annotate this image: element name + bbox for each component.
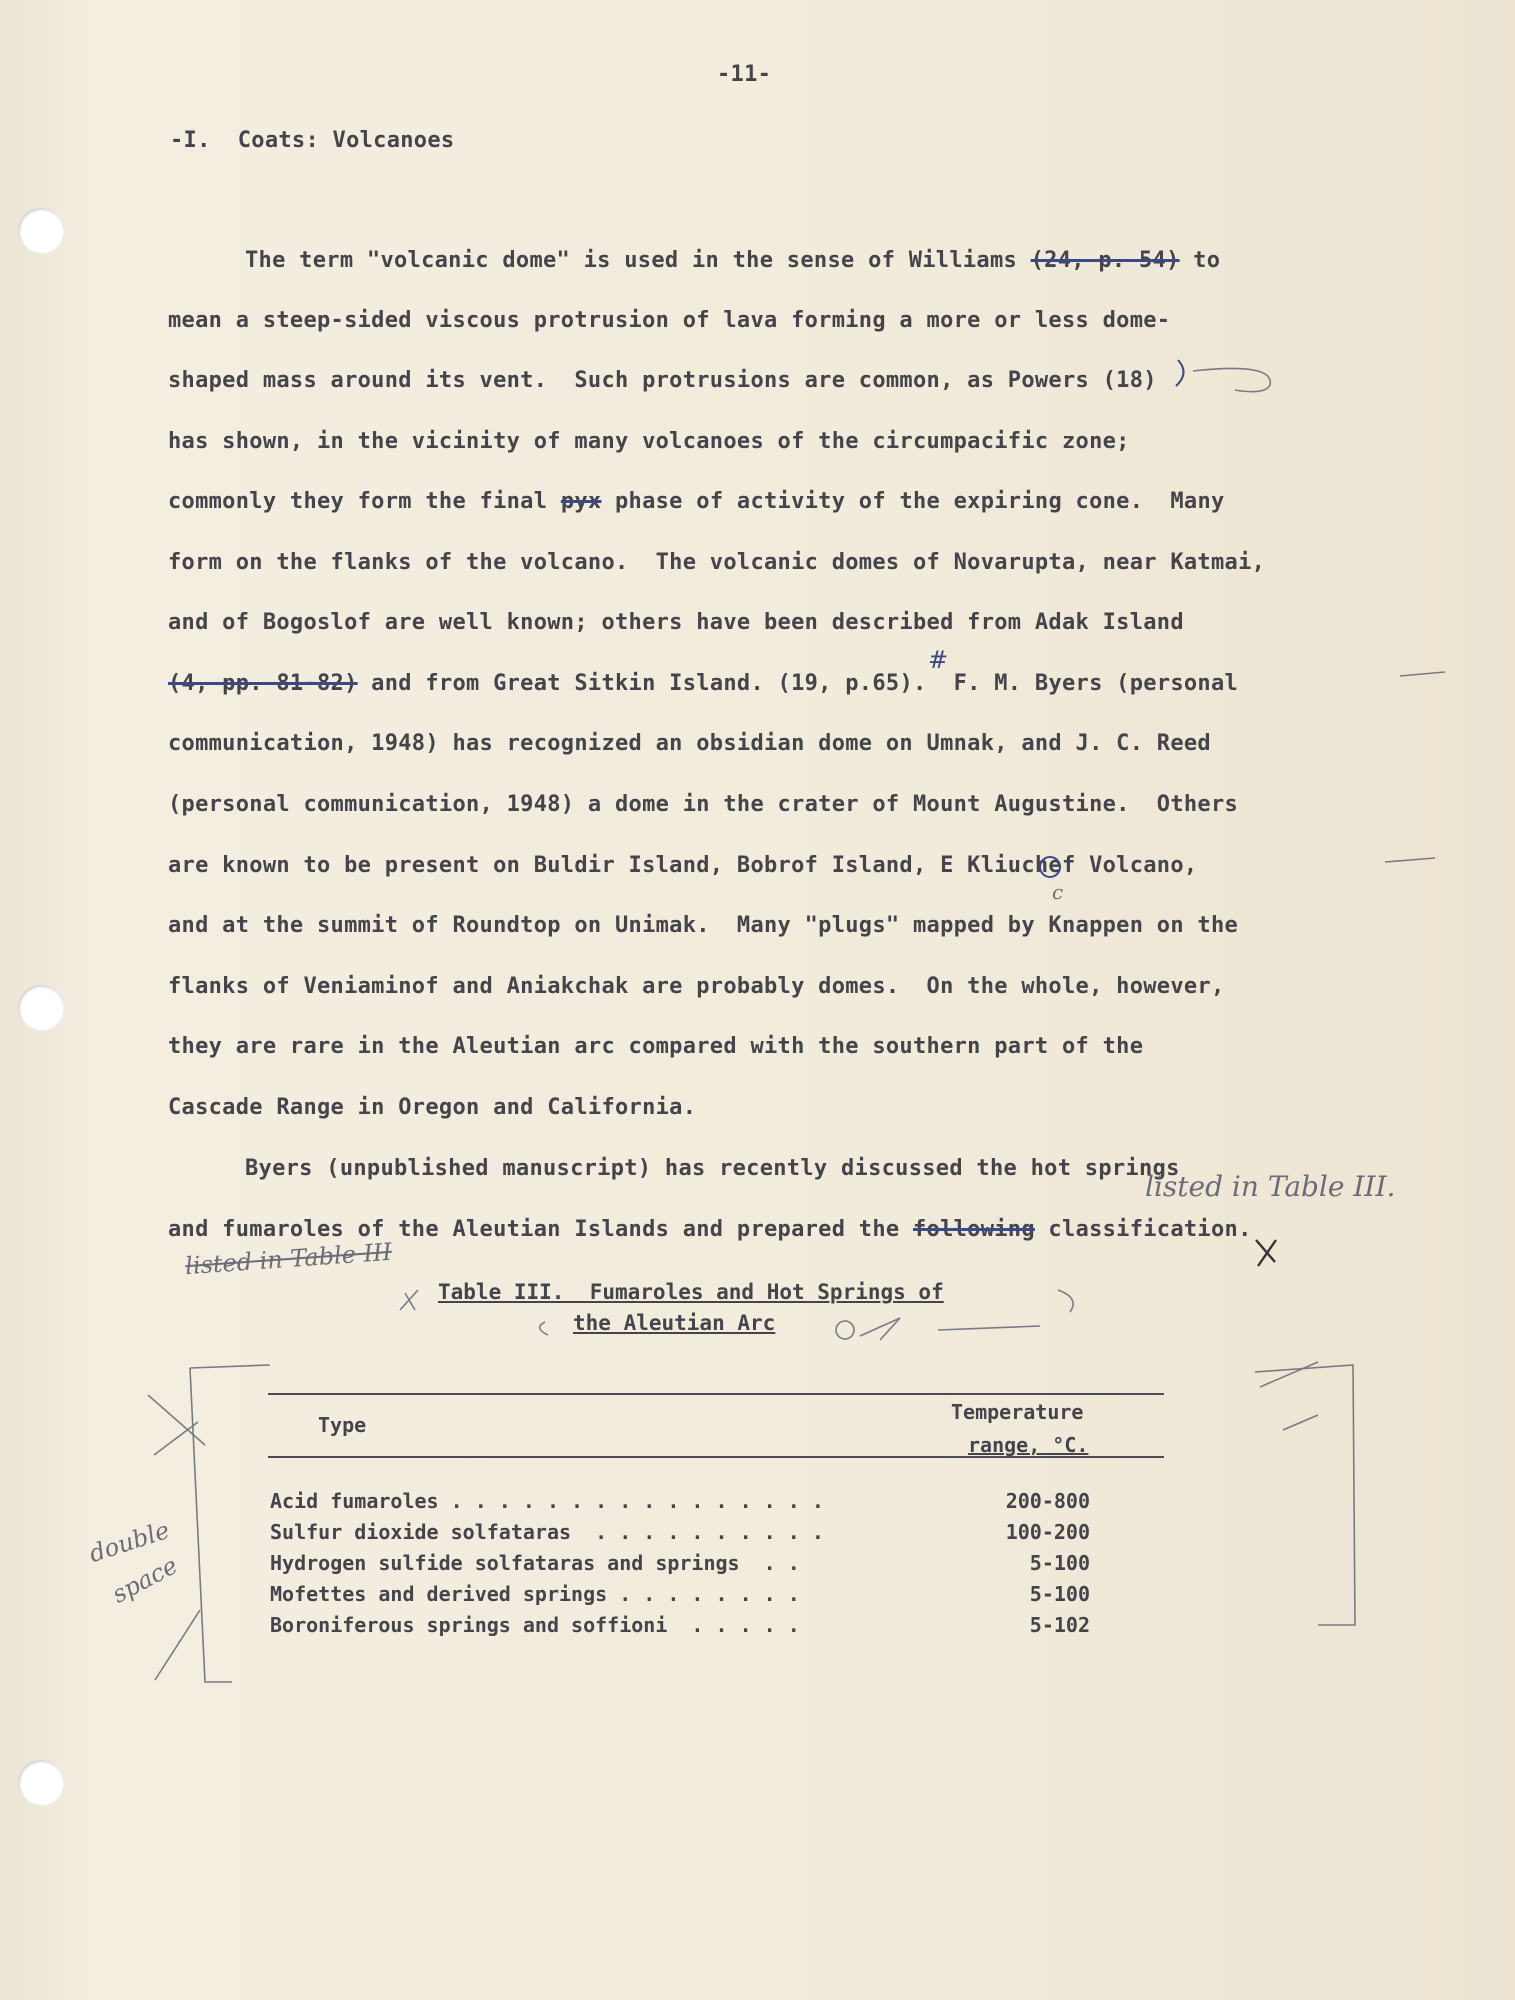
handwritten-struck-note: listed in Table III bbox=[184, 1237, 393, 1281]
text-line: and of Bogoslof are well known; others have been described from Adak Island bbox=[168, 610, 1184, 635]
column-header-range: range, °C. bbox=[968, 1433, 1089, 1457]
text-line: has shown, in the vicinity of many volcanoes of the circumpacific zone; bbox=[168, 429, 1130, 454]
pencil-cross bbox=[400, 1290, 418, 1310]
pencil-arrow bbox=[860, 1318, 900, 1340]
text-line: they are rare in the Aleutian arc compared with the southern part of the bbox=[168, 1034, 1144, 1059]
table-row-type: Sulfur dioxide solfataras . . . . . . . . . . bbox=[270, 1520, 824, 1544]
table-title-line-1: Table III. Fumaroles and Hot Springs of bbox=[438, 1280, 944, 1304]
text-line: flanks of Veniaminof and Aniakchak are probably domes. On the whole, however, bbox=[168, 974, 1225, 999]
handwritten-c-mark: c bbox=[1052, 880, 1064, 904]
margin-dash bbox=[1385, 858, 1435, 862]
handwritten-hash-mark: # bbox=[928, 646, 949, 674]
table-row-range: 5-102 bbox=[1029, 1613, 1090, 1637]
table-row-type: Acid fumaroles . . . . . . . . . . . . . . . . bbox=[270, 1489, 824, 1513]
pencil-stroke bbox=[154, 1422, 198, 1455]
text-line: communication, 1948) has recognized an obsidian dome on Umnak, and J. C. Reed bbox=[168, 731, 1211, 756]
text-line: are known to be present on Buldir Island, Bobrof Island, E Kliuchef Volcano, bbox=[168, 853, 1198, 878]
ink-circle bbox=[1040, 857, 1060, 877]
pencil-right-bracket bbox=[1255, 1365, 1355, 1625]
pencil-line bbox=[938, 1326, 1040, 1330]
text-line: form on the flanks of the volcano. The volcanic domes of Novarupta, near Katmai, bbox=[168, 550, 1266, 575]
pencil-x-mark bbox=[1256, 1240, 1276, 1266]
handwritten-listed-in-table: listed in Table III. bbox=[1145, 1170, 1396, 1203]
text-line: and at the summit of Roundtop on Unimak. Many "plugs" mapped by Knappen on the bbox=[168, 913, 1239, 938]
column-header-temperature: Temperature bbox=[951, 1400, 1084, 1424]
table-row-type: Hydrogen sulfide solfataras and springs . . bbox=[270, 1551, 800, 1575]
text-line: mean a steep-sided viscous protrusion of lava forming a more or less dome- bbox=[168, 308, 1171, 333]
table-row-range: 5-100 bbox=[1029, 1551, 1090, 1575]
text-line: Byers (unpublished manuscript) has recently discussed the hot springs bbox=[245, 1156, 1180, 1181]
table-row-range: 5-100 bbox=[1029, 1582, 1090, 1606]
text-line: Cascade Range in Oregon and California. bbox=[168, 1095, 697, 1120]
page-number: -11- bbox=[717, 62, 772, 87]
ink-paren bbox=[1176, 360, 1184, 386]
text-line: commonly they form the final pyx phase of activity of the expiring cone. Many bbox=[168, 489, 1225, 514]
text-line: and fumaroles of the Aleutian Islands and prepared the following classification. bbox=[168, 1217, 1252, 1242]
text-line: The term "volcanic dome" is used in the sense of Williams (24, p. 54) to bbox=[245, 248, 1221, 273]
table-row-range: 100-200 bbox=[1005, 1520, 1090, 1544]
pencil-paren bbox=[1058, 1290, 1073, 1312]
pencil-stroke bbox=[1260, 1362, 1318, 1387]
margin-dash bbox=[1400, 672, 1445, 676]
table-title-line-2: the Aleutian Arc bbox=[573, 1311, 776, 1335]
pencil-circle bbox=[836, 1321, 854, 1339]
text-line: (4, pp. 81-82) and from Great Sitkin Island. (19, p.65). F. M. Byers (personal bbox=[168, 671, 1239, 696]
pencil-stroke bbox=[155, 1610, 200, 1680]
pencil-left-bracket bbox=[190, 1365, 270, 1682]
pencil-stroke bbox=[1283, 1415, 1318, 1430]
table-row-type: Boroniferous springs and soffioni . . . . . bbox=[270, 1613, 800, 1637]
text-line: shaped mass around its vent. Such protrusions are common, as Powers (18) bbox=[168, 368, 1157, 393]
table-row-type: Mofettes and derived springs . . . . . . . . bbox=[270, 1582, 800, 1606]
table-row-range: 200-800 bbox=[1005, 1489, 1090, 1513]
running-header: -I. Coats: Volcanoes bbox=[170, 128, 455, 153]
handwritten-space: space bbox=[107, 1551, 183, 1609]
text-line: (personal communication, 1948) a dome in the crater of Mount Augustine. Others bbox=[168, 792, 1239, 817]
column-header-type: Type bbox=[318, 1413, 367, 1437]
handwritten-double: double bbox=[85, 1515, 173, 1569]
pencil-loop bbox=[1193, 368, 1270, 391]
pencil-bracket bbox=[540, 1322, 548, 1335]
